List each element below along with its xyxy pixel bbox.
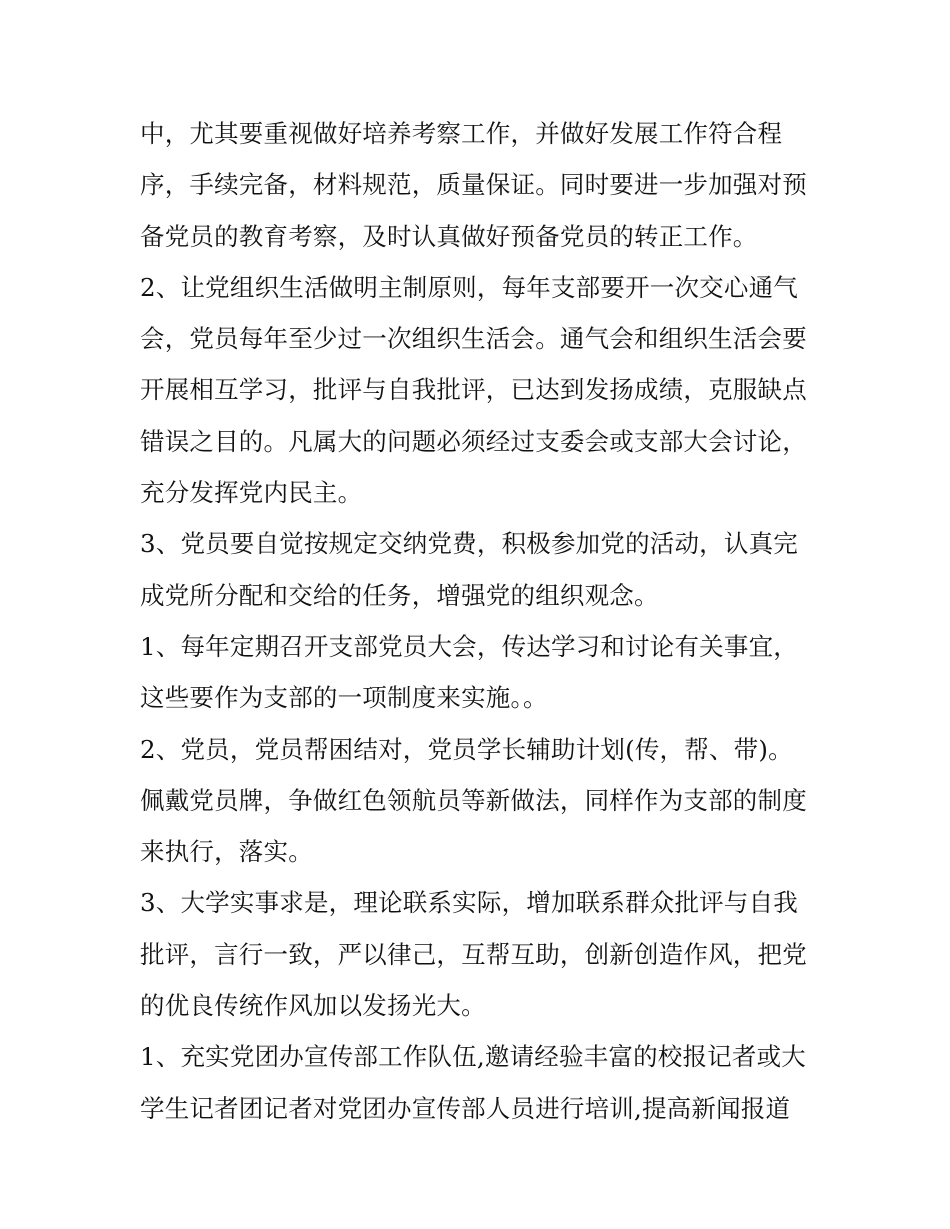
text-line: 批评，言行一致，严以律己，互帮互助，创新创造作风，把党 — [140, 939, 807, 969]
text-line: 3、党员要自觉按规定交纳党费，积极参加党的活动，认真完 — [140, 529, 798, 559]
document-body — [140, 108, 820, 1134]
text-line: 的优良传统作风加以发扬光大。 — [140, 991, 486, 1021]
text-line: 充分发挥党内民主。 — [140, 478, 363, 508]
text-line: 1、充实党团办宣传部工作队伍,邀请经验丰富的校报记者或大 — [140, 1042, 806, 1072]
text-line: 来执行，落实。 — [140, 837, 313, 867]
text-line: 2、让党组织生活做明主制原则，每年支部要开一次交心通气 — [140, 272, 798, 302]
text-line: 学生记者团记者对党团办宣传部人员进行培训,提高新闻报道 — [140, 1093, 791, 1123]
text-line: 备党员的教育考察，及时认真做好预备党员的转正工作。 — [140, 221, 758, 251]
text-line: 佩戴党员牌，争做红色领航员等新做法，同样作为支部的制度 — [140, 785, 807, 815]
text-line: 2、党员，党员帮困结对，党员学长辅助计划(传，帮、带)。 — [140, 734, 793, 764]
text-line: 成党所分配和交给的任务，增强党的组织观念。 — [140, 580, 659, 610]
text-line: 这些要作为支部的一项制度来实施。。 — [140, 683, 548, 713]
text-line: 序，手续完备，材料规范，质量保证。同时要进一步加强对预 — [140, 170, 807, 200]
text-line: 会，党员每年至少过一次组织生活会。通气会和组织生活会要 — [140, 324, 807, 354]
text-line: 3、大学实事求是，理论联系实际，增加联系群众批评与自我 — [140, 888, 798, 918]
text-line: 错误之目的。凡属大的问题必须经过支委会或支部大会讨论， — [140, 426, 807, 456]
text-line: 中，尤其要重视做好培养考察工作，并做好发展工作符合程 — [140, 119, 783, 148]
text-line: 1、每年定期召开支部党员大会，传达学习和讨论有关事宜， — [140, 631, 798, 661]
text-line: 开展相互学习，批评与自我批评，已达到发扬成绩，克服缺点 — [140, 375, 807, 405]
